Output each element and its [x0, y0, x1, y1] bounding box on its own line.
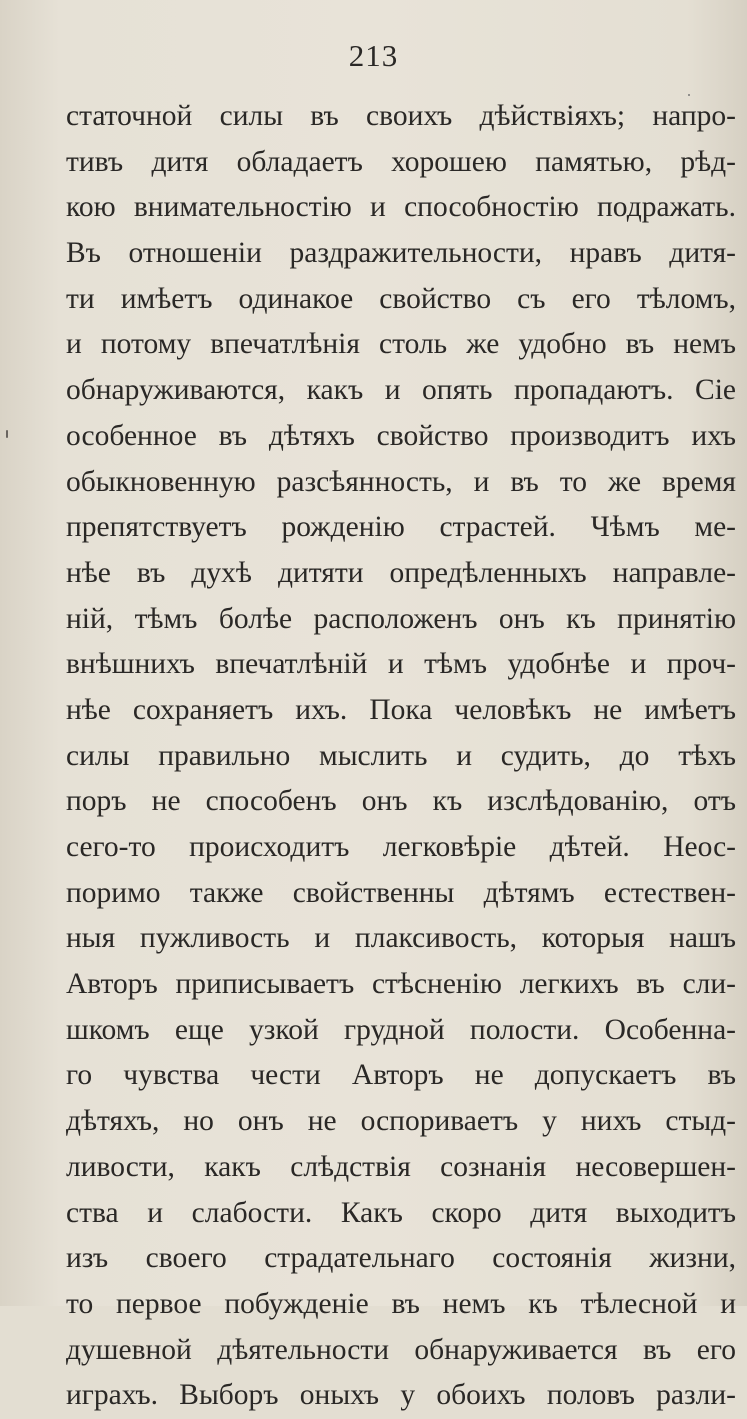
text-line: ти имѣетъ одинакое свойство съ его тѣломъ, — [66, 282, 736, 315]
margin-mark — [6, 430, 8, 438]
text-line: нiй, тѣмъ болѣе расположенъ онъ къ принятiю — [66, 602, 736, 635]
text-line: шкомъ еще узкой грудной полости. Особенна- — [66, 1013, 736, 1046]
text-line: ства и слабости. Какъ скоро дитя выходитъ — [66, 1196, 736, 1229]
page-number: 213 — [348, 38, 399, 73]
text-line: Въ отношенiи раздражительности, нравъ дитя- — [66, 237, 736, 270]
text-line: Авторъ приписываетъ стѣсненiю легкихъ въ сли- — [66, 968, 736, 1001]
text-line: ливости, какъ слѣдствiя сознанiя несовершен- — [66, 1150, 736, 1183]
text-line: силы правильно мыслить и судить, до тѣхъ — [66, 739, 736, 772]
text-line: поръ не способенъ онъ къ изслѣдованiю, отъ — [66, 785, 736, 818]
text-line: душевной дѣятельности обнаруживается въ его — [66, 1333, 736, 1366]
text-line: то первое побужденiе въ немъ къ тѣлесной и — [66, 1287, 736, 1320]
text-line: го чувства чести Авторъ не допускаетъ въ — [66, 1059, 736, 1092]
text-line: внѣшнихъ впечатлѣнiй и тѣмъ удобнѣе и проч- — [66, 648, 736, 681]
text-line: кою внимательностiю и способностiю подражать. — [66, 191, 736, 224]
text-line: препятствуетъ рожденiю страстей. Чѣмъ ме- — [66, 511, 736, 544]
text-line: и потому впечатлѣнiя столь же удобно въ немъ — [66, 328, 736, 361]
text-line: особенное въ дѣтяхъ свойство производитъ ихъ — [66, 419, 736, 452]
text-line: тивъ дитя обладаетъ хорошею памятью, рѣд- — [66, 145, 736, 178]
text-line: нѣе въ духѣ дитяти опредѣленныхъ направле- — [66, 556, 736, 589]
text-line: дѣтяхъ, но онъ не оспориваетъ у нихъ стыд- — [66, 1105, 736, 1138]
text-line: статочной силы въ своихъ дѣйствiяхъ; напро- — [66, 100, 736, 132]
text-line: играхъ. Выборъ оныхъ у обоихъ половъ разли- — [66, 1379, 736, 1412]
body-text — [66, 94, 736, 1419]
text-line: ныя пужливость и плаксивость, которыя нашъ — [66, 922, 736, 955]
text-line: поримо также свойственны дѣтямъ естествен- — [66, 876, 736, 909]
text-line: нѣе сохраняетъ ихъ. Пока человѣкъ не имѣетъ — [66, 693, 736, 726]
text-line: обнаруживаются, какъ и опять пропадаютъ. Сiе — [66, 374, 736, 407]
text-line: сего-то происходитъ легковѣрiе дѣтей. Неос- — [66, 831, 736, 863]
text-line: обыкновенную разсѣянность, и въ то же время — [66, 465, 736, 498]
text-line: изъ своего страдательнаго состоянiя жизни, — [66, 1242, 736, 1275]
